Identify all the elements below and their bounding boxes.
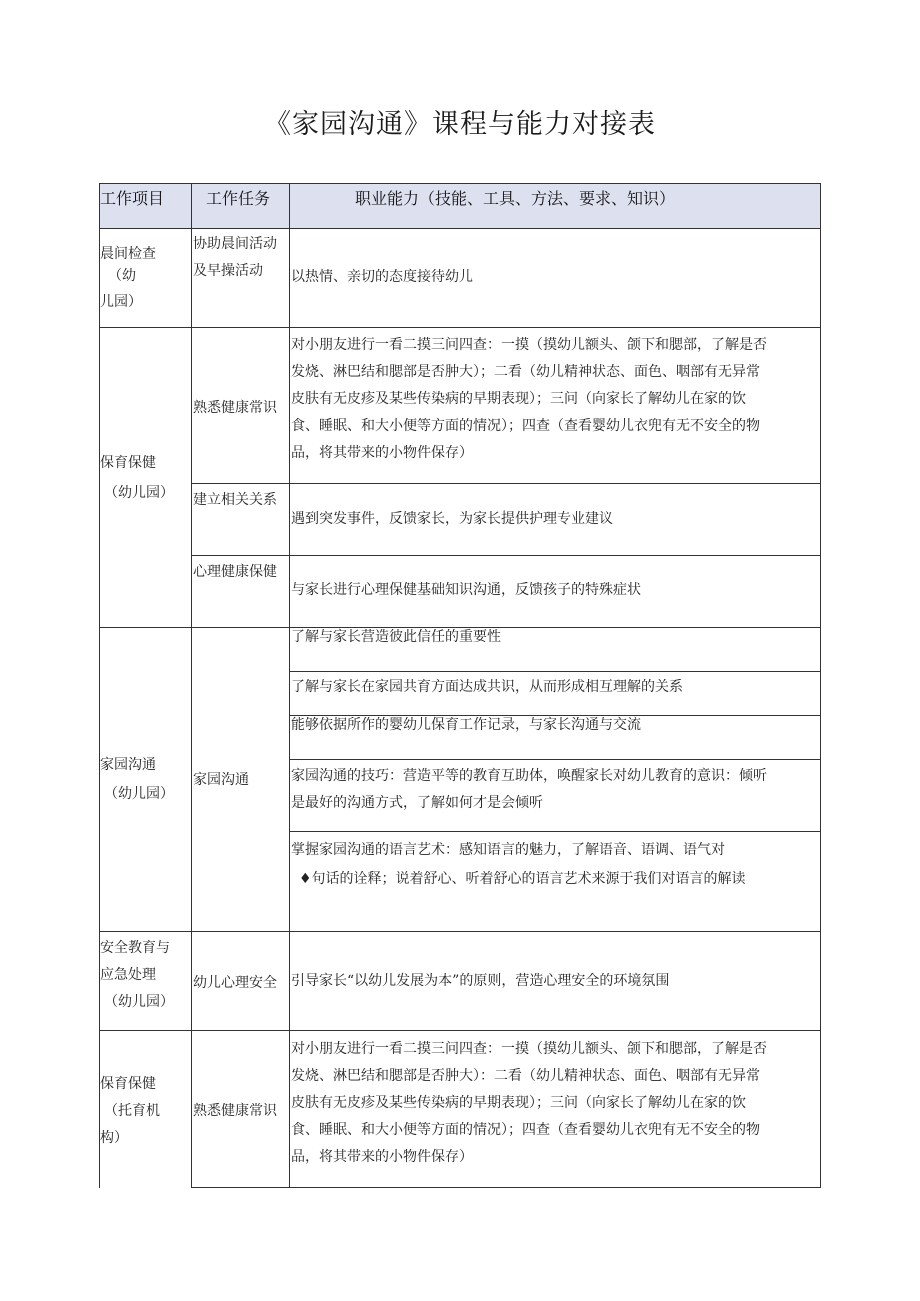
table-border-right	[820, 183, 821, 1188]
column-divider	[191, 183, 192, 1188]
row2-project: 保育保健 （幼儿园）	[100, 455, 174, 501]
row1-task: 协助晨间活动 及早操活动	[193, 236, 277, 279]
row-divider	[289, 831, 821, 832]
row-divider	[289, 759, 821, 760]
row3-ability-4: 家园沟通的技巧：营造平等的教育互助体，唤醒家长对幼儿教育的意识：倾听 是最好的沟通方式，了解如何才是会倾听	[291, 768, 767, 811]
header-work-project: 工作项目	[100, 189, 165, 208]
row3-task: 家园沟通	[193, 772, 249, 788]
row-divider	[191, 555, 821, 556]
header-work-task: 工作任务	[206, 189, 271, 208]
header-competency: 职业能力（技能、工具、方法、要求、知识）	[355, 189, 676, 208]
row2-ability-2: 遇到突发事件，反馈家长，为家长提供护理专业建议	[291, 511, 613, 527]
header-divider	[99, 228, 821, 229]
row-divider	[99, 931, 821, 932]
row3-ability-5: 掌握家园沟通的语言艺术：感知语言的魅力，了解语音、语调、语气对 ♦句话的诠释；说着舒心、听着舒心的语言艺术来源于我们对语言的解读	[291, 842, 746, 887]
row-divider	[191, 483, 821, 484]
row2-ability-1: 对小朋友进行一看二摸三问四查：一摸（摸幼儿额头、颌下和腮部，了解是否 发烧、淋巴结和腮部是否肿大）；二看（幼儿精神状态、面色、咽部有无异常 皮肤有无皮疹及某些传染病的早期表现）；三问（向家长了解幼儿在家的饮 食、睡眠、和大小便等方面的情况）；四查（查看婴幼儿衣兜有无不安全的物 品，将其带来的小物件保存）	[291, 337, 767, 461]
row3-ability-3: 能够依据所作的婴幼儿保育工作记录，与家长沟通与交流	[291, 717, 641, 733]
row3-ability-1: 了解与家长营造彼此信任的重要性	[291, 629, 501, 645]
row5-task: 熟悉健康常识	[193, 1103, 277, 1119]
row5-project: 保育保健 （托育机 构）	[100, 1076, 160, 1146]
row4-project: 安全教育与 应急处理 （幼儿园）	[100, 940, 174, 1010]
table-border-left	[99, 183, 100, 1188]
row-divider	[99, 1030, 821, 1031]
row5-ability: 对小朋友进行一看二摸三问四查：一摸（摸幼儿额头、颌下和腮部，了解是否 发烧、淋巴结和腮部是否肿大）：二看（幼儿精神状态、面色、咽部有无异常 皮肤有无皮疹及某些传染病的早期表现）；三问（向家长了解幼儿在家的饮 食、睡眠、和大小便等方面的情况）；四查（查看婴幼儿衣兜有无不安全的物 品，将其带来的小物件保存）	[291, 1041, 767, 1165]
row1-ability: 以热情、亲切的态度接待幼儿	[291, 269, 473, 285]
table-border-bottom	[191, 1187, 821, 1188]
row1-project: 晨间检查 （幼 儿园）	[100, 246, 156, 310]
page-title: 《家园沟通》课程与能力对接表	[264, 109, 656, 140]
row-divider	[289, 671, 821, 672]
row2-task-1: 熟悉健康常识	[193, 400, 277, 416]
column-divider	[289, 183, 290, 1188]
row2-task-2: 建立相关关系	[193, 492, 277, 508]
row4-ability: 引导家长“以幼儿发展为本”的原则，营造心理安全的环境氛围	[291, 973, 670, 989]
row3-ability-2: 了解与家长在家园共育方面达成共识，从而形成相互理解的关系	[291, 679, 683, 695]
row2-task-3: 心理健康保健	[193, 564, 277, 580]
row-divider	[99, 327, 821, 328]
table-border-top	[99, 183, 821, 184]
row2-ability-3: 与家长进行心理保健基础知识沟通，反馈孩子的特殊症状	[291, 582, 641, 598]
row3-project: 家园沟通 （幼儿园）	[100, 757, 174, 802]
row4-task: 幼儿心理安全	[193, 975, 277, 991]
